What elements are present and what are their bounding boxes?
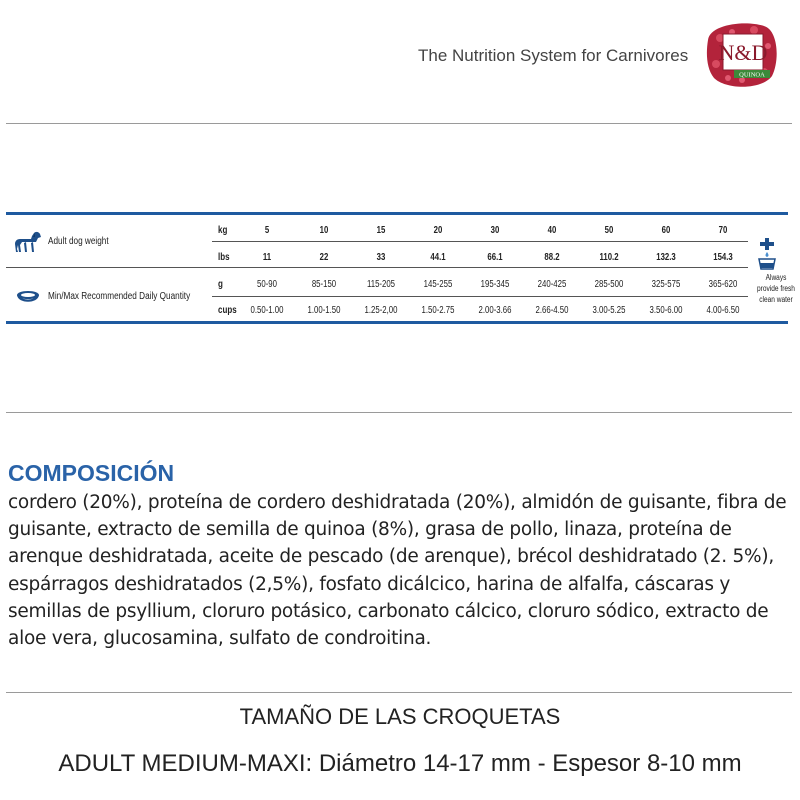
- svg-text:N&D: N&D: [718, 40, 768, 65]
- table-cell: 3.50-6.00: [649, 305, 683, 316]
- table-cell: 88.2: [544, 252, 560, 263]
- composition-title: COMPOSICIÓN: [8, 460, 175, 486]
- water-note-line: Always: [765, 273, 787, 282]
- water-note: [756, 272, 795, 305]
- divider-bottom: [6, 692, 792, 693]
- table-cell: 285-500: [594, 279, 624, 290]
- dog-icon: [14, 230, 42, 259]
- table-cell: 154.3: [713, 252, 733, 263]
- table-cell: 22: [319, 252, 329, 263]
- table-cell: 240-425: [537, 279, 567, 290]
- table-cell: 50-90: [257, 279, 277, 290]
- adult-dog-weight-label: Adult dog weight: [48, 236, 109, 247]
- table-cell: 15: [376, 225, 386, 236]
- water-note-line: clean water: [759, 295, 793, 304]
- bowl-icon: [16, 290, 40, 311]
- table-cell: 1.25-2,00: [364, 305, 398, 316]
- composition-text: cordero (20%), proteína de cordero deshidratada (20%), almidón de guisante, fibra de guisante, extracto de semilla de quinoa (8%), grasa de pollo, linaza, proteína de arenque deshidratada, aceite de pescado (de arenque), brécol deshidratado (2. 5%), espárragos deshidratados (2,5%), fosfato dicálcico, harina de alfalfa, cáscaras y semillas de psyllium, cloruro potásico, carbonato cálcico, cloruro sódico, extracto de aloe vera, glucosamina, sulfato de condroitina.: [8, 492, 787, 650]
- table-cell: 2.66-4.50: [535, 305, 569, 316]
- kibble-size-text: ADULT MEDIUM-MAXI: Diámetro 14-17 mm - Espesor 8-10 mm: [58, 750, 742, 777]
- table-cell: 33: [376, 252, 386, 263]
- kibble-size-title: TAMAÑO DE LAS CROQUETAS: [239, 704, 561, 729]
- table-cell: 195-345: [480, 279, 510, 290]
- table-border-top: [6, 212, 788, 215]
- table-cell: 40: [547, 225, 557, 236]
- table-cell: 132.3: [656, 252, 676, 263]
- table-border-bottom: [6, 321, 788, 324]
- table-cell: 10: [319, 225, 329, 236]
- unit-lbs: lbs: [218, 252, 230, 263]
- table-cell: 3.00-5.25: [592, 305, 626, 316]
- table-cell: 30: [490, 225, 500, 236]
- table-cell: 66.1: [487, 252, 503, 263]
- table-cell: 70: [718, 225, 728, 236]
- table-cell: 20: [433, 225, 443, 236]
- row-divider: [212, 241, 748, 242]
- divider-middle: [6, 412, 792, 413]
- feeding-table: [6, 212, 795, 324]
- row-divider: [212, 296, 748, 297]
- table-cell: 365-620: [708, 279, 738, 290]
- section-divider: [6, 267, 748, 268]
- table-cell: 325-575: [651, 279, 681, 290]
- table-cell: 115-205: [366, 279, 396, 290]
- brand-logo: [706, 20, 780, 88]
- table-cell: 60: [661, 225, 671, 236]
- daily-quantity-label: Min/Max Recommended Daily Quantity: [48, 291, 191, 302]
- table-cell: 0.50-1.00: [250, 305, 284, 316]
- divider-top: [6, 123, 792, 124]
- table-cell: 1.50-2.75: [421, 305, 455, 316]
- water-note-line: provide fresh: [757, 284, 795, 293]
- table-cell: 1.00-1.50: [307, 305, 341, 316]
- unit-cups: cups: [218, 305, 237, 316]
- table-cell: 2.00-3.66: [478, 305, 512, 316]
- water-tap-icon: [756, 238, 780, 275]
- table-cell: 11: [262, 252, 272, 263]
- table-cell: 44.1: [430, 252, 446, 263]
- table-cell: 85-150: [311, 279, 337, 290]
- unit-kg: kg: [218, 225, 228, 236]
- unit-g: g: [218, 279, 223, 290]
- table-cell: 50: [604, 225, 614, 236]
- table-cell: 110.2: [599, 252, 619, 263]
- table-cell: 145-255: [423, 279, 453, 290]
- table-cell: 4.00-6.50: [706, 305, 740, 316]
- table-cell: 5: [264, 225, 270, 236]
- brand-tagline: The Nutrition System for Carnivores: [418, 46, 689, 65]
- svg-text:QUINOA: QUINOA: [739, 71, 765, 79]
